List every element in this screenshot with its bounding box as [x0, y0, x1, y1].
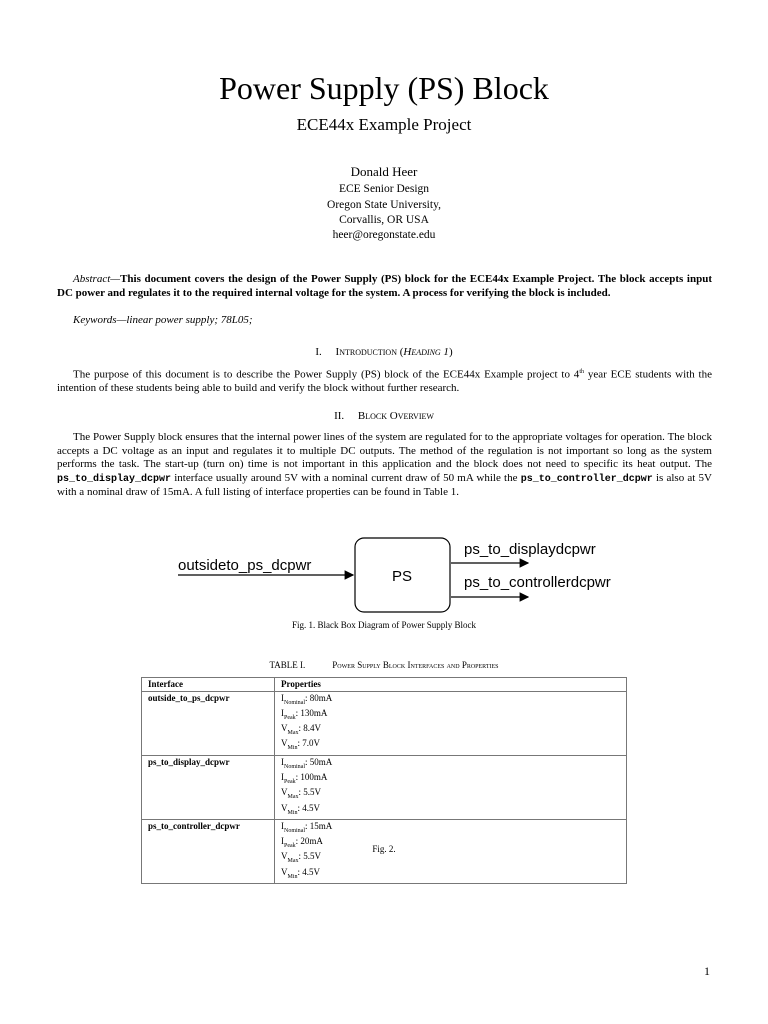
paragraph-text: is also at 5V with a nominal draw of 15mA. A full listing of interface properties can be found in Table 1. — [57, 471, 712, 498]
properties-cell: $I_{Nominal}$: 15mA $I_{Peak}$: 20mA $V_{Max}$: 5.5V $V_{Min}$: 4.5V — [275, 819, 627, 883]
table-row — [142, 691, 627, 755]
document-title: Power Supply (PS) Block — [219, 70, 549, 106]
diagram-block-label: PS — [391, 568, 413, 585]
table-number: TABLE I. — [269, 660, 306, 670]
interface-name-cell: ps_to_controller_dcpwr — [142, 819, 275, 883]
page-number: 1 — [704, 964, 710, 978]
black-box-diagram — [170, 530, 630, 615]
affiliation-line: ECE Senior Design — [338, 183, 430, 195]
section-heading-introduction — [0, 346, 768, 358]
affiliation-email: heer@oregonstate.edu — [332, 229, 436, 241]
section-title-paren: ( — [396, 346, 404, 358]
author-name: Donald Heer — [350, 164, 418, 179]
section-title-note: Heading 1 — [403, 346, 449, 358]
table-header-cell: Interface — [142, 678, 275, 692]
abstract-text: This document covers the design of the Power Supply (PS) block for the ECE44x Example Project. The block accepts input DC power and regulates it to the required internal voltage for the system. A process for verifying the block is included. — [57, 273, 712, 299]
abstract — [57, 273, 712, 300]
table-title: Power Supply Block Interfaces and Properties — [332, 660, 499, 670]
section-number: II. — [334, 410, 345, 422]
diagram-input-label: outsideto_ps_dcpwr — [178, 557, 312, 574]
diagram-output2-label: ps_to_controllerdcpwr — [464, 574, 611, 591]
code-interface-name: ps_to_controller_dcpwr — [520, 473, 653, 485]
figure-1-caption: Fig. 1. Black Box Diagram of Power Supply Block — [292, 620, 476, 630]
document-subtitle: ECE44x Example Project — [296, 115, 472, 134]
figure-2-caption: Fig. 2. — [372, 844, 396, 854]
paragraph-text: The purpose of this document is to describe the Power Supply (PS) block of the ECE44x Example project to 4 — [73, 368, 580, 381]
diagram-output1-label: ps_to_displaydcpwr — [464, 541, 596, 558]
paragraph-text: interface usually around 5V with a nominal current draw of 50 mA while the — [171, 471, 521, 484]
table-row — [142, 755, 627, 819]
keywords — [57, 314, 712, 328]
table-caption — [0, 660, 768, 670]
interface-name-cell: outside_to_ps_dcpwr — [142, 691, 275, 755]
keywords-label: Keywords— — [73, 314, 127, 326]
abstract-label: Abstract— — [73, 273, 121, 285]
properties-cell: $I_{Nominal}$: 80mA $I_{Peak}$: 130mA $V_{Max}$: 8.4V $V_{Min}$: 7.0V — [275, 691, 627, 755]
properties-cell: $I_{Nominal}$: 50mA $I_{Peak}$: 100mA $V_{Max}$: 5.5V $V_{Min}$: 4.5V — [275, 755, 627, 819]
section-title-paren: ) — [448, 346, 453, 358]
affiliation-line: Corvallis, OR USA — [339, 214, 429, 226]
interface-name-cell: ps_to_display_dcpwr — [142, 755, 275, 819]
overview-paragraph — [57, 431, 712, 500]
paragraph-text: year ECE students with the intention of these students being able to build and verify the block without further research. — [57, 368, 712, 395]
superscript: th — [579, 369, 584, 375]
affiliation-line: Oregon State University, — [327, 199, 441, 211]
introduction-paragraph — [57, 366, 712, 396]
section-title: Introduction — [335, 346, 397, 358]
section-heading-block-overview — [0, 410, 768, 422]
table-header-cell: Properties — [275, 678, 627, 692]
code-interface-name: ps_to_display_dcpwr — [57, 473, 172, 485]
table-header-row — [142, 678, 627, 692]
section-title: Block Overview — [357, 410, 434, 422]
section-number: I. — [315, 346, 322, 358]
paragraph-text: The Power Supply block ensures that the internal power lines of the system are regulated for to the appropriate voltages for operation. The block accepts a DC voltage as an input and regulates it to multiple DC outputs. The method of the regulation is not important so long as the system performs the task. The start-up (turn on) time is not important in this application and the block does not need to specific its heat output. The — [57, 431, 712, 470]
keywords-text: linear power supply; 78L05; — [126, 314, 253, 326]
